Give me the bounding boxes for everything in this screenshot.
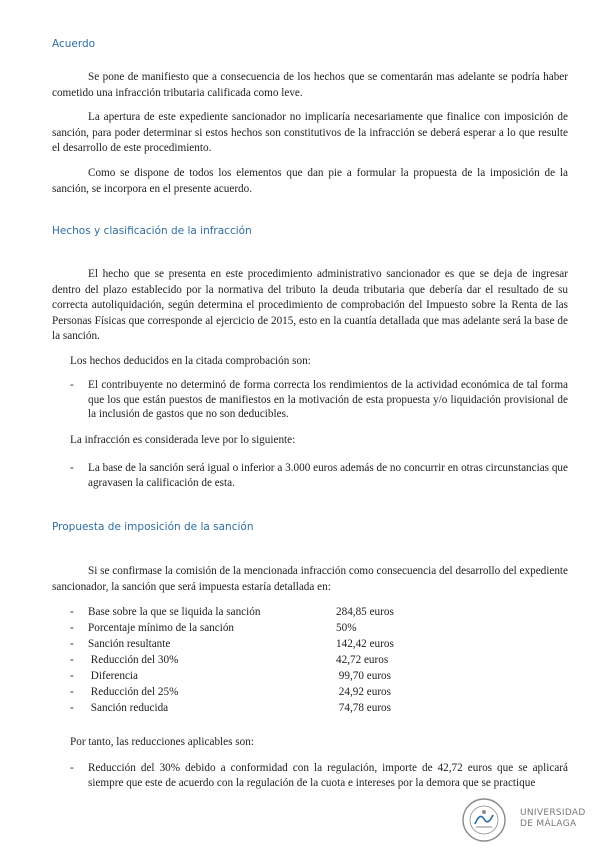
bullet-dash: - (70, 686, 74, 698)
sanction-row-value: 42,72 euros (336, 654, 389, 666)
sanction-row (70, 605, 490, 619)
sanction-row-label: Reducción del 25% (88, 686, 179, 698)
hechos-paragraph-3: La infracción es considerada leve por lo siguiente: (70, 434, 296, 446)
hechos-paragraph-2: Los hechos deducidos en la citada comprobación son: (70, 355, 311, 367)
sanction-row (70, 621, 490, 635)
hechos-bullet-1 (70, 378, 568, 422)
sanction-row (70, 669, 490, 683)
bullet-dash: - (70, 654, 74, 666)
university-name-line-1: UNIVERSIDAD (520, 808, 586, 818)
bullet-dash: - (70, 670, 74, 682)
bullet-dash: - (70, 638, 74, 650)
sanction-row-label: Diferencia (88, 670, 138, 682)
sanction-row (70, 637, 490, 651)
bullet-dash: - (70, 606, 74, 618)
university-name-line-2: DE MÁLAGA (520, 819, 577, 829)
acuerdo-paragraph-1: Se pone de manifiesto que a consecuencia de los hechos que se comentarán mas adelante se podría haber cometido una infracción tributaria calificada como leve. (52, 71, 568, 99)
sanction-row (70, 653, 490, 667)
propuesta-paragraph-1: Si se confirmase la comisión de la mencionada infracción como consecuencia del desarrollo del expediente sancionador, la sanción que será impuesta estaría detallada en: (52, 565, 568, 593)
section-heading-hechos: Hechos y clasificación de la infracción (52, 225, 252, 237)
propuesta-paragraph-2: Por tanto, las reducciones aplicables son: (70, 736, 254, 748)
acuerdo-paragraph-2: La apertura de este expediente sancionador no implicaría necesariamente que finalice con imposición de sanción, para poder determinar si estos hechos son constitutivos de la infracción se deberá esperar a lo que resulte el desarrollo de este procedimiento. (52, 111, 568, 154)
sanction-row-value: 24,92 euros (336, 686, 391, 698)
sanction-row (70, 685, 490, 699)
sanction-row-value: 142,42 euros (336, 638, 394, 650)
sanction-row-value: 99,70 euros (336, 670, 391, 682)
hechos-bullet-1-text: El contribuyente no determinó de forma correcta los rendimientos de la actividad económica de tal forma que los que están puestos de manifiestos en la motivación de esta propuesta y/o liquidación provisional de la inclusión de gastos que no son deducibles. (88, 379, 568, 420)
hechos-bullet-2-text: La base de la sanción será igual o inferior a 3.000 euros además de no concurrir en otras circunstancias que agravasen la calificación de esta. (88, 462, 568, 489)
bullet-dash: - (70, 702, 74, 714)
sanction-row-value: 284,85 euros (336, 606, 394, 618)
hechos-paragraph-1: El hecho que se presenta en este procedimiento administrativo sancionador es que se deja de ingresar dentro del plazo establecido por la normativa del tributo la deuda tributaria que debería dar el resultado de su correcta autoliquidación, según determina el procedimiento de comprobación del Impuesto sobre la Renta de las Personas Físicas que corresponde al ejercicio de 2015, esto en la cuantía detallada que mas adelante será la base de la sanción. (52, 268, 568, 342)
bullet-dash: - (70, 622, 74, 634)
sanction-row (70, 701, 490, 715)
hechos-bullet-2 (70, 461, 568, 490)
sanction-row-value: 74,78 euros (336, 702, 391, 714)
sanction-row-label: Sanción reducida (88, 702, 169, 714)
sanction-row-value: 50% (336, 622, 357, 634)
bullet-dash: - (70, 462, 74, 474)
university-name (520, 808, 586, 830)
sanction-row-label: Reducción del 30% (88, 654, 179, 666)
section-heading-propuesta: Propuesta de imposición de la sanción (52, 521, 254, 533)
acuerdo-paragraph-3: Como se dispone de todos los elementos que dan pie a formular la propuesta de la imposición de la sanción, se incorpora en el presente acuerdo. (52, 167, 568, 195)
propuesta-bullet-1-text: Reducción del 30% debido a conformidad con la regulación, importe de 42,72 euros que se aplicará siempre que este de acuerdo con la regulación de la cuota e intereses por la demora que se practique (88, 762, 568, 789)
propuesta-bullet-1 (70, 761, 568, 790)
sanction-row-label: Porcentaje mínimo de la sanción (88, 622, 235, 634)
bullet-dash: - (70, 379, 74, 391)
sanction-row-label: Sanción resultante (88, 638, 171, 650)
section-heading-acuerdo: Acuerdo (52, 38, 96, 50)
bullet-dash: - (70, 762, 74, 774)
sanction-row-label: Base sobre la que se liquida la sanción (88, 606, 261, 618)
